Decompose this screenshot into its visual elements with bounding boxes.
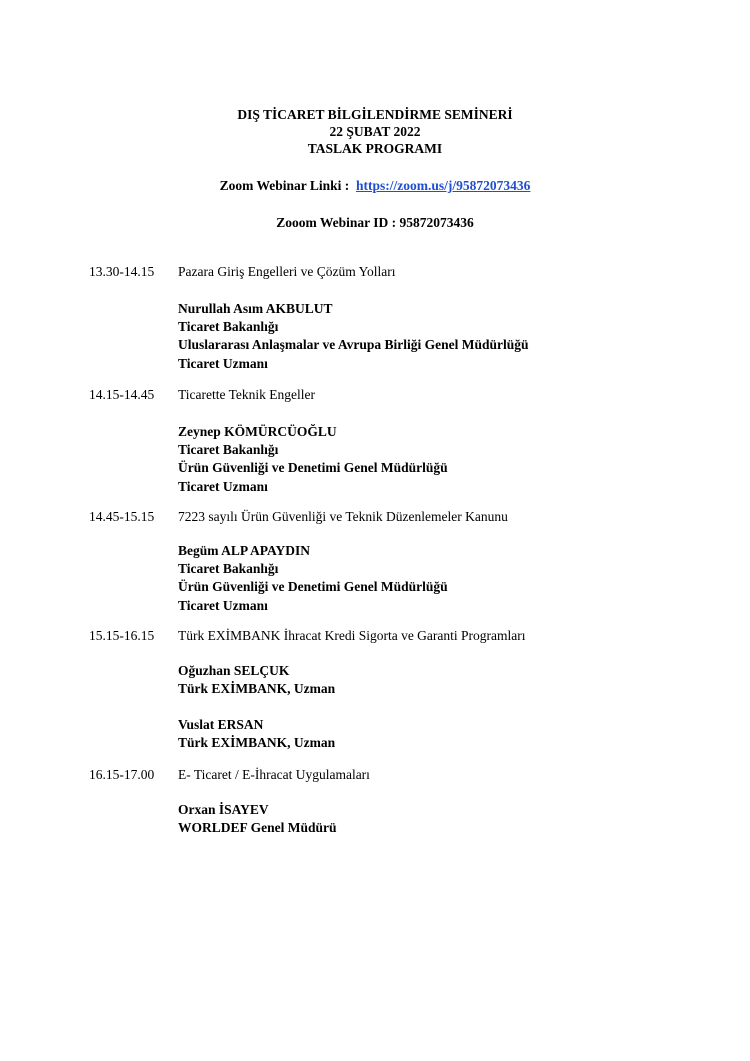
speaker-block [178, 662, 335, 698]
speaker-dept: Uluslararası Anlaşmalar ve Avrupa Birliği Genel Müdürlüğü [178, 337, 529, 353]
speaker-block [178, 716, 335, 752]
speaker-title: Ticaret Uzmanı [178, 597, 268, 613]
session-topic: E- Ticaret / E-İhracat Uygulamaları [178, 767, 370, 782]
document-header [0, 106, 750, 157]
zoom-link-line [0, 178, 750, 194]
seminar-date: 22 ŞUBAT 2022 [329, 124, 421, 139]
speaker-org: Ticaret Bakanlığı [178, 319, 279, 335]
zoom-link-label: Zoom Webinar Linki : [219, 178, 350, 193]
speaker-block [178, 300, 529, 373]
speaker-name: Vuslat ERSAN [178, 717, 264, 732]
speaker-block [178, 801, 337, 837]
speaker-org: Ticaret Bakanlığı [178, 561, 279, 577]
zoom-id: Zooom Webinar ID : 95872073436 [276, 215, 474, 230]
speaker-org: Ticaret Bakanlığı [178, 442, 279, 458]
zoom-link[interactable]: https://zoom.us/j/95872073436 [356, 178, 531, 193]
session-time: 15.15-16.15 [89, 628, 155, 643]
speaker-block [178, 542, 448, 615]
session-topic: Ticarette Teknik Engeller [178, 387, 316, 402]
speaker-name: Begüm ALP APAYDIN [178, 543, 311, 558]
speaker-dept: Ürün Güvenliği ve Denetimi Genel Müdürlüğü [178, 460, 448, 476]
speaker-title: Türk EXİMBANK, Uzman [178, 735, 336, 751]
session-topic: 7223 sayılı Ürün Güvenliği ve Teknik Düzenlemeler Kanunu [178, 509, 508, 524]
seminar-title: DIŞ TİCARET BİLGİLENDİRME SEMİNERİ [237, 107, 513, 122]
speaker-block [178, 423, 448, 496]
speaker-dept: Ürün Güvenliği ve Denetimi Genel Müdürlüğü [178, 579, 448, 595]
session-time: 16.15-17.00 [89, 767, 155, 782]
session-time: 13.30-14.15 [89, 264, 155, 279]
speaker-title: Ticaret Uzmanı [178, 355, 268, 371]
speaker-title: Türk EXİMBANK, Uzman [178, 681, 336, 697]
program-status: TASLAK PROGRAMI [307, 141, 443, 156]
session-topic: Pazara Giriş Engelleri ve Çözüm Yolları [178, 264, 396, 279]
speaker-name: Zeynep KÖMÜRCÜOĞLU [178, 424, 337, 439]
speaker-name: Oğuzhan SELÇUK [178, 663, 290, 678]
speaker-name: Orxan İSAYEV [178, 802, 269, 817]
speaker-name: Nurullah Asım AKBULUT [178, 301, 333, 316]
session-time: 14.45-15.15 [89, 509, 155, 524]
speaker-title: WORLDEF Genel Müdürü [178, 820, 337, 836]
speaker-title: Ticaret Uzmanı [178, 478, 268, 494]
session-time: 14.15-14.45 [89, 387, 155, 402]
session-topic: Türk EXİMBANK İhracat Kredi Sigorta ve Garanti Programları [178, 628, 526, 643]
